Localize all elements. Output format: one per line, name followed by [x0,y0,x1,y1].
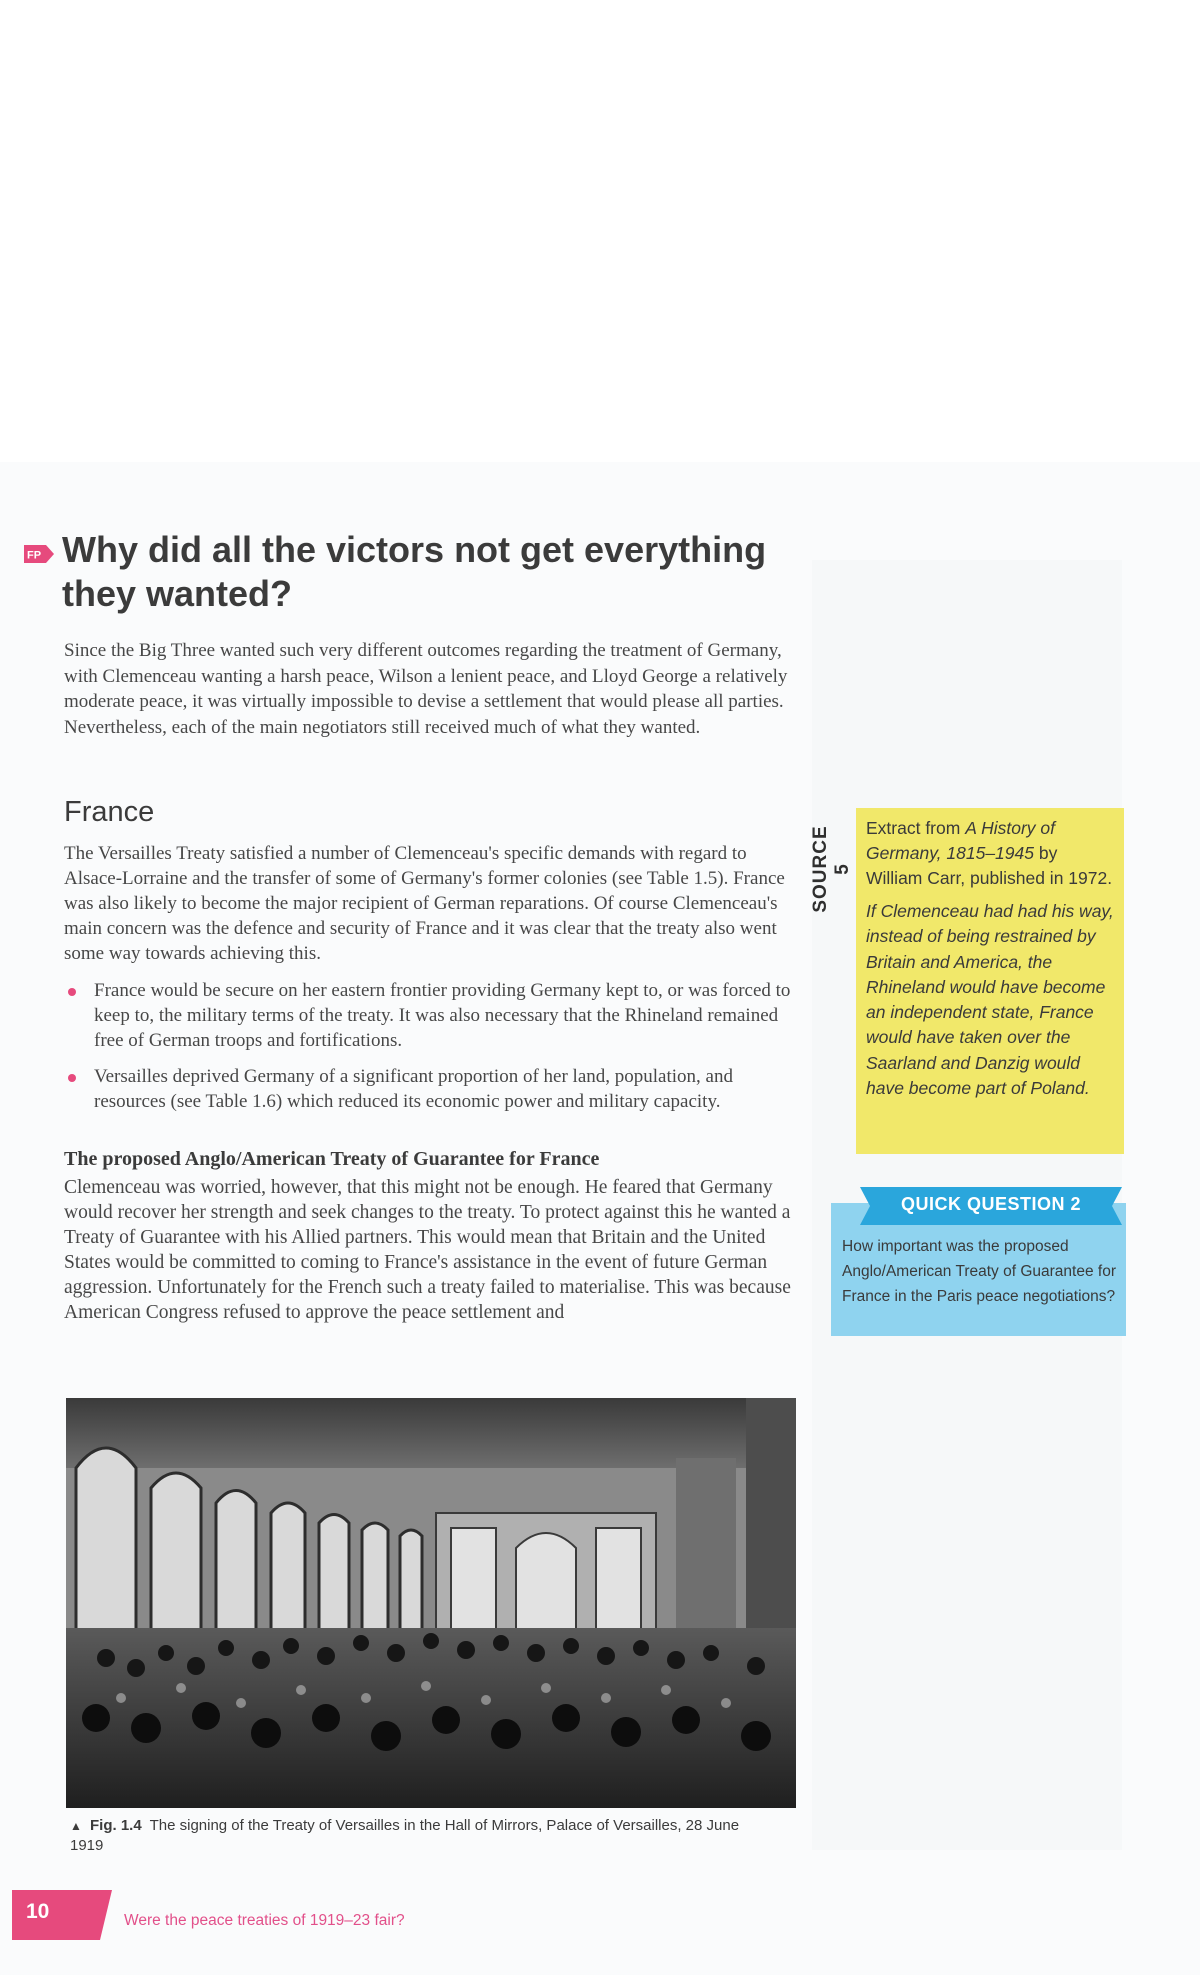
bullet-dot-icon [68,988,76,996]
quick-question-banner [860,1187,1122,1225]
bullet-item [64,978,794,1053]
fp-badge-label: FP [27,549,42,562]
page-number: 10 [26,1900,50,1923]
figure-caption-text: The signing of the Treaty of Versailles in the Hall of Mirrors, Palace of Versailles, 28 June 1919 [70,1817,740,1854]
france-paragraph: The Versailles Treaty satisfied a number of Clemenceau's specific demands with regard to Alsace-Lorraine and the transfer of some of Germany's former colonies (see Table 1.5). France was also likely to become the major recipient of German reparations. Of course Clemenceau's main concern was the defence and security of France and it was clear that the treaty also went some way towards achieving this. [64,843,785,964]
france-bullet-list [64,978,794,1125]
figure-label: Fig. 1.4 [90,1817,142,1834]
page-title-line-1: Why did all the victors not get everything [62,529,767,570]
source-intro-suffix: by William Carr, published in 1972. [866,843,1113,888]
source-label [812,815,852,915]
bullet-dot-icon [68,1074,76,1082]
hall-of-mirrors-photo [66,1398,796,1808]
source-box [856,808,1124,1154]
guarantee-heading: The proposed Anglo/American Treaty of Guarantee for France [64,1148,600,1170]
france-heading: France [64,796,155,828]
intro-paragraph: Since the Big Three wanted such very different outcomes regarding the treatment of Germany, with Clemenceau wanting a harsh peace, Wilson a lenient peace, and Lloyd George a relatively moderate peace, it was virtually impossible to devise a settlement that would please all parties. Nevertheless, each of the main negotiators still received much of what they wanted. [64,640,788,738]
source-intro-prefix: Extract from [866,818,966,838]
footer-chapter-title: Were the peace treaties of 1919–23 fair? [124,1912,405,1929]
source-quote: If Clemenceau had had his way, instead of being restrained by Britain and America, the Rhineland would have become an independent state, France would have taken over the Saarland and Danzig would have become part of Poland. [866,901,1114,1099]
caption-triangle-icon: ▲ [70,1819,82,1833]
bullet-text: France would be secure on her eastern frontier providing Germany kept to, or was forced to keep to, the military terms of the treaty. It was also necessary that the Rhineland remained free of German troops and fortifications. [94,980,791,1051]
source-intro [866,816,1114,891]
source-label-text: SOURCE 5 [810,825,853,913]
page-title [62,528,822,616]
bullet-text: Versailles deprived Germany of a significant proportion of her land, population, and resources (see Table 1.6) which reduced its economic power and military capacity. [94,1066,733,1112]
fp-badge-icon [22,543,56,565]
guarantee-paragraph: Clemenceau was worried, however, that this might not be enough. He feared that Germany would recover her strength and seek changes to the treaty. To protect against this he wanted a Treaty of Guarantee with his Allied partners. This would mean that Britain and the United States would be committed to coming to France's assistance in the event of future German aggression. Unfortunately for the French such a treaty failed to materialise. This was because American Congress refused to approve the peace settlement and [64,1177,791,1323]
page-title-line-2: they wanted? [62,573,293,614]
quick-question-title: QUICK QUESTION 2 [900,1194,1082,1214]
quick-question-text: How important was the proposed Anglo/American Treaty of Guarantee for France in the Paris peace negotiations? [842,1238,1116,1305]
figure-caption [70,1816,770,1855]
source-book-title: A History of Germany, 1815–1945 [866,818,1055,863]
bullet-item [64,1064,794,1114]
